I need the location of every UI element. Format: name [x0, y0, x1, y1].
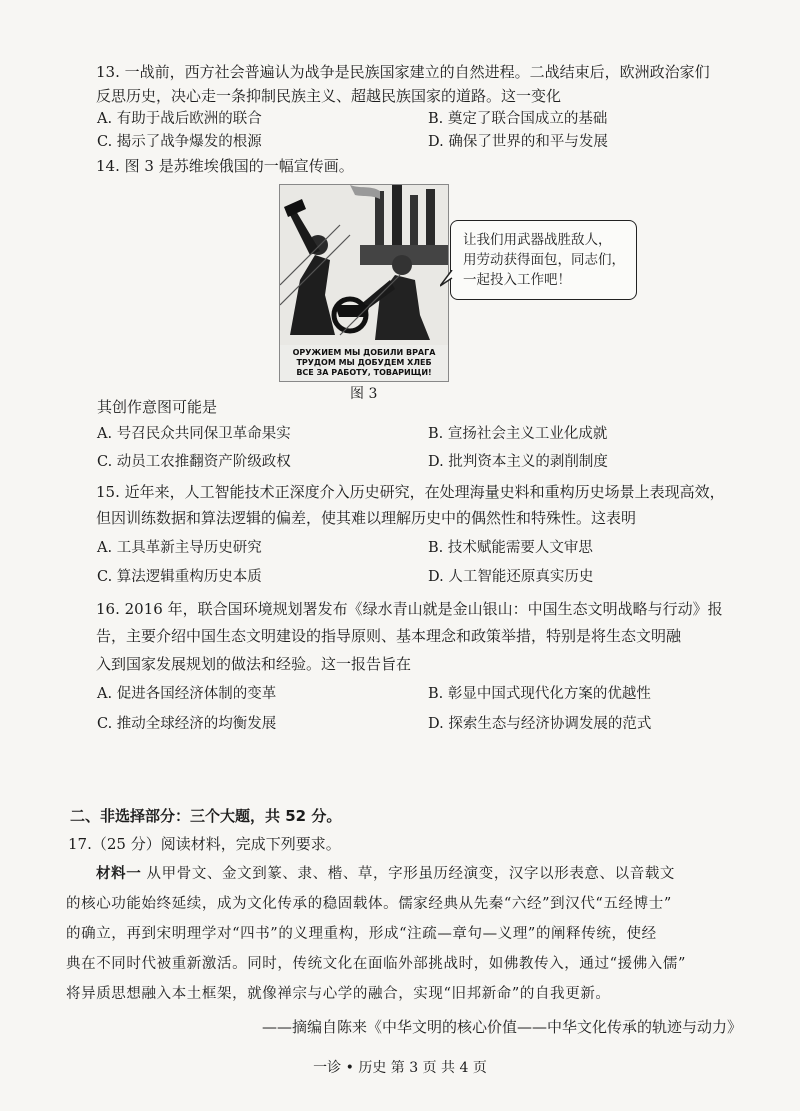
q14-line1: 14. 图 3 是苏维埃俄国的一幅宣传画。: [96, 157, 354, 175]
q17-material-line4: 典在不同时代被重新激活。同时，传统文化在面临外部挑战时，如佛教传入，通过“援佛入儒”: [66, 956, 687, 972]
bubble-line2: 用劳动获得面包，同志们，: [463, 252, 625, 268]
material-text-1: 从甲骨文、金文到篆、隶、楷、草，字形虽历经演变，汉字以形表意、以音载文: [141, 866, 676, 882]
q17-material-line2: 的核心功能始终延续，成为文化传承的稳固载体。儒家经典从先秦“六经”到汉代“五经博士”: [66, 896, 672, 912]
q16-line2: 告，主要介绍中国生态文明建设的指导原则、基本理念和政策举措，特别是将生态文明融: [96, 627, 682, 645]
q13-option-d[interactable]: D. 确保了世界的和平与发展: [428, 134, 608, 150]
q13-line2: 反思历史，决心走一条抑制民族主义、超越民族国家的道路。这一变化: [96, 87, 562, 105]
q17-material-line5: 将异质思想融入本土框架，就像禅宗与心学的融合，实现“旧邦新命”的自我更新。: [66, 986, 611, 1002]
q13-option-c[interactable]: C. 揭示了战争爆发的根源: [97, 134, 262, 150]
poster-caption-line1: ОРУЖИЕМ МЫ ДОБИЛИ ВРАГА: [292, 348, 436, 357]
q14-option-d[interactable]: D. 批判资本主义的剥削制度: [428, 454, 608, 470]
q16-line1: 16. 2016 年，联合国环境规划署发布《绿水青山就是金山银山：中国生态文明战略与行动》报: [96, 600, 723, 618]
q15-option-c[interactable]: C. 算法逻辑重构历史本质: [97, 569, 262, 585]
q13-line1: 13. 一战前，西方社会普遍认为战争是民族国家建立的自然进程。二战结束后，欧洲政治家们: [96, 63, 710, 81]
bubble-line3: 一起投入工作吧！: [463, 272, 571, 288]
propaganda-poster: [279, 184, 449, 382]
material-label: 材料一: [96, 866, 142, 882]
poster-caption-line2: ТРУДОМ МЫ ДОБУДЕМ ХЛЕБ: [296, 358, 432, 367]
q14-option-c[interactable]: C. 动员工农推翻资产阶级政权: [97, 454, 291, 470]
q15-option-d[interactable]: D. 人工智能还原真实历史: [428, 569, 594, 585]
q16-option-a[interactable]: A. 促进各国经济体制的变革: [97, 686, 277, 702]
q14-option-b[interactable]: B. 宣扬社会主义工业化成就: [428, 426, 608, 442]
bubble-line1: 让我们用武器战胜敌人，: [463, 232, 612, 248]
bubble-tail-icon: [440, 270, 454, 290]
figure-label: 图 3: [350, 386, 378, 402]
q16-line3: 入到国家发展规划的做法和经验。这一报告旨在: [96, 655, 412, 673]
q15-option-a[interactable]: A. 工具革新主导历史研究: [97, 540, 262, 556]
poster-caption-line3: ВСЕ ЗА РАБОТУ, ТОВАРИЩИ!: [296, 368, 432, 377]
q16-option-c[interactable]: C. 推动全球经济的均衡发展: [97, 716, 277, 732]
q15-line2: 但因训练数据和算法逻辑的偏差，使其难以理解历史中的偶然性和特殊性。这表明: [96, 509, 637, 527]
q15-option-b[interactable]: B. 技术赋能需要人文审思: [428, 540, 593, 556]
q17-material-line3: 的确立，再到宋明理学对“四书”的义理重构，形成“注疏—章句—义理”的阐释传统，使经: [66, 926, 657, 942]
page-footer: 一诊 • 历史 第 3 页 共 4 页: [313, 1060, 487, 1076]
q15-line1: 15. 近年来，人工智能技术正深度介入历史研究，在处理海量史料和重构历史场景上表现高效，: [96, 483, 725, 501]
q17-source: ——摘编自陈来《中华文明的核心价值——中华文化传承的轨迹与动力》: [262, 1018, 743, 1036]
q14-prompt: 其创作意图可能是: [97, 398, 218, 416]
q13-option-b[interactable]: B. 奠定了联合国成立的基础: [428, 111, 608, 127]
q13-option-a[interactable]: A. 有助于战后欧洲的联合: [97, 111, 262, 127]
speech-bubble: [450, 220, 637, 300]
q14-option-a[interactable]: A. 号召民众共同保卫革命果实: [97, 426, 291, 442]
q17-header: 17.（25 分）阅读材料，完成下列要求。: [68, 835, 341, 853]
q17-material-line1: [96, 863, 675, 885]
poster-illustration: [280, 185, 448, 345]
q16-option-d[interactable]: D. 探索生态与经济协调发展的范式: [428, 716, 652, 732]
section2-title: 二、非选择部分：三个大题，共 52 分。: [70, 807, 342, 825]
q16-option-b[interactable]: B. 彰显中国式现代化方案的优越性: [428, 686, 651, 702]
